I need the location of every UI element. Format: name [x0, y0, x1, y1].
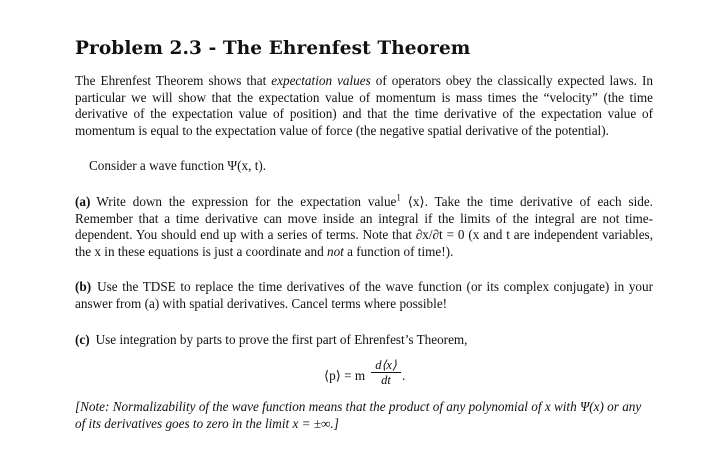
part-a-label: (a): [75, 193, 91, 209]
document-page: [75, 38, 653, 432]
part-a: [75, 194, 653, 260]
intro-emphasis: expectation values: [271, 73, 371, 88]
part-a-text-1: Write down the expression for the expectation value: [96, 193, 397, 209]
fraction-denominator: dt: [381, 373, 391, 388]
footnote-marker: 1: [396, 192, 401, 203]
part-c-label: (c): [75, 331, 90, 347]
equation-fraction: [371, 358, 401, 387]
part-b: [75, 279, 653, 312]
note-paragraph: [Note: Normalizability of the wave function means that the product of any polynomial of x with Ψ(x) or any of its derivatives goes to zero in the limit x = ±∞.]: [75, 399, 642, 431]
part-c-text: Use integration by parts to prove the first part of Ehrenfest’s Theorem,: [95, 331, 468, 347]
intro-text-2: of operators obey the classically expected laws. In particular we will show that the expectation value of momentum is mass times the “velocity” (the time derivative of the expectation value of position) and that the time derivative of the expectation value of momentum is equal to the expectation value of force (the negative spatial derivative of the potential).: [75, 73, 653, 138]
intro-text-1: The Ehrenfest Theorem shows that: [75, 73, 272, 88]
problem-title: Problem 2.3 - The Ehrenfest Theorem: [75, 38, 471, 59]
part-a-text-3: a function of time!).: [343, 243, 454, 259]
part-b-label: (b): [75, 279, 92, 295]
part-a-emphasis: not: [326, 243, 344, 259]
equation-period: .: [402, 368, 406, 384]
fraction-numerator: d⟨x⟩: [371, 358, 401, 373]
part-b-text: Use the TDSE to replace the time derivatives of the wave function (or its complex conjugate) in your answer from (a) with spatial derivatives. Cancel terms where possible!: [75, 279, 653, 311]
consider-line: Consider a wave function Ψ(x, t).: [89, 158, 267, 174]
intro-paragraph: [75, 73, 653, 139]
equation-lhs: ⟨p⟩ = m: [324, 368, 366, 384]
part-c: [75, 332, 653, 349]
part-a-text-2: ⟨x⟩. Take the time derivative of each side. Remember that a time derivative can move inside an integral if the limits of the integral are not time-dependent. You should end up with a series of terms. Note that ∂x/∂t = 0 (x and t are independent variables, the x in these equations is just a coordinate and: [75, 193, 653, 259]
ehrenfest-equation: [75, 356, 653, 390]
